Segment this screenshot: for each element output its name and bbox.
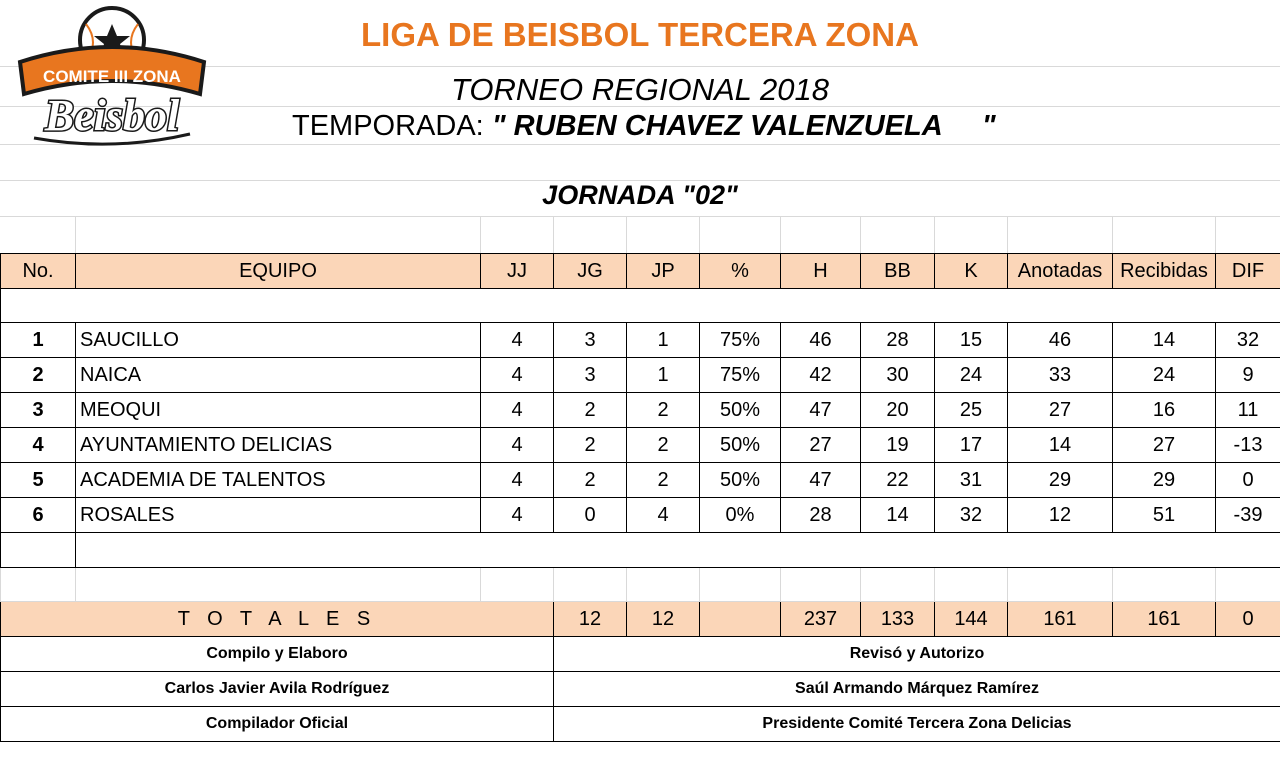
rank-cell: 6 [1,498,76,533]
table-cell [1113,568,1216,602]
standings-table [0,253,1280,742]
team-name-cell: MEOQUI [76,393,481,428]
pct-cell: 75% [700,358,781,393]
jg-cell: 0 [554,498,627,533]
h-cell: 42 [781,358,861,393]
k-cell: 25 [935,393,1008,428]
recibidas-cell: 24 [1113,358,1216,393]
table-row [1,323,1280,358]
signature-name-row [1,672,1280,707]
jg-cell: 3 [554,358,627,393]
k-cell: 32 [935,498,1008,533]
pct-cell: 50% [700,463,781,498]
h-cell: 28 [781,498,861,533]
anotadas-cell: 14 [1008,428,1113,463]
table-cell [1216,568,1280,602]
table-header-row [1,254,1280,289]
rank-cell: 1 [1,323,76,358]
signature-role-row [1,707,1280,742]
column-header: H [781,254,861,289]
table-row [1,498,1280,533]
table-cell [481,568,554,602]
column-header: JP [627,254,700,289]
compiler-name: Carlos Javier Avila Rodríguez [1,672,554,707]
recibidas-cell: 16 [1113,393,1216,428]
table-cell [700,568,781,602]
table-cell [781,568,861,602]
column-header: No. [1,254,76,289]
table-row [1,393,1280,428]
logo-script-text: Beisbol [44,91,180,140]
table-cell [1008,568,1113,602]
column-header: Recibidas [1113,254,1216,289]
spacer-row [1,289,1280,323]
table-cell [627,568,700,602]
empty-row [1,533,1280,568]
jg-cell: 2 [554,393,627,428]
dif-cell: 0 [1216,463,1280,498]
table-cell [700,602,781,637]
dif-cell: -13 [1216,428,1280,463]
reviewer-title: Revisó y Autorizo [554,637,1280,672]
h-cell: 47 [781,463,861,498]
recibidas-cell: 29 [1113,463,1216,498]
column-header: K [935,254,1008,289]
table-cell [935,568,1008,602]
dif-cell: 32 [1216,323,1280,358]
totals-jp: 12 [627,602,700,637]
table-cell [554,568,627,602]
team-name-cell: AYUNTAMIENTO DELICIAS [76,428,481,463]
season-label: TEMPORADA: [292,110,484,142]
k-cell: 24 [935,358,1008,393]
totals-dif: 0 [1216,602,1280,637]
recibidas-cell: 27 [1113,428,1216,463]
reviewer-name: Saúl Armando Márquez Ramírez [554,672,1280,707]
totals-anotadas: 161 [1008,602,1113,637]
jp-cell: 4 [627,498,700,533]
bb-cell: 19 [861,428,935,463]
season-line [292,110,996,143]
jp-cell: 1 [627,358,700,393]
dif-cell: -39 [1216,498,1280,533]
column-header: EQUIPO [76,254,481,289]
h-cell: 46 [781,323,861,358]
jg-cell: 3 [554,323,627,358]
spacer-row [1,568,1280,602]
jp-cell: 2 [627,463,700,498]
season-name: " RUBEN CHAVEZ VALENZUELA " [491,110,996,142]
table-row [1,428,1280,463]
team-name-cell: SAUCILLO [76,323,481,358]
bb-cell: 30 [861,358,935,393]
round-title: JORNADA "02" [542,180,738,210]
dif-cell: 9 [1216,358,1280,393]
league-title: LIGA DE BEISBOL TERCERA ZONA [361,16,919,53]
column-header: Anotadas [1008,254,1113,289]
column-header: DIF [1216,254,1280,289]
bb-cell: 20 [861,393,935,428]
rank-cell: 4 [1,428,76,463]
table-row [1,358,1280,393]
pct-cell: 75% [700,323,781,358]
rank-cell: 3 [1,393,76,428]
jj-cell: 4 [481,463,554,498]
team-name-cell: ACADEMIA DE TALENTOS [76,463,481,498]
table-cell [1,568,76,602]
team-name-cell: NAICA [76,358,481,393]
column-header: % [700,254,781,289]
jp-cell: 2 [627,393,700,428]
tournament-title: TORNEO REGIONAL 2018 [451,72,829,107]
jp-cell: 1 [627,323,700,358]
jg-cell: 2 [554,463,627,498]
table-cell [76,568,481,602]
column-header: BB [861,254,935,289]
totals-recibidas: 161 [1113,602,1216,637]
rank-cell: 2 [1,358,76,393]
pct-cell: 50% [700,428,781,463]
compiler-title: Compilo y Elaboro [1,637,554,672]
anotadas-cell: 27 [1008,393,1113,428]
column-header: JG [554,254,627,289]
h-cell: 47 [781,393,861,428]
signature-title-row [1,637,1280,672]
anotadas-cell: 33 [1008,358,1113,393]
pct-cell: 50% [700,393,781,428]
team-name-cell: ROSALES [76,498,481,533]
jj-cell: 4 [481,393,554,428]
table-cell [76,533,1280,568]
table-cell [861,568,935,602]
totals-k: 144 [935,602,1008,637]
k-cell: 15 [935,323,1008,358]
totals-label: T O T A L E S [1,602,554,637]
totals-bb: 133 [861,602,935,637]
logo-top-text: COMITE III ZONA [43,67,181,86]
bb-cell: 14 [861,498,935,533]
bb-cell: 28 [861,323,935,358]
dif-cell: 11 [1216,393,1280,428]
table-cell [1,533,76,568]
k-cell: 31 [935,463,1008,498]
jj-cell: 4 [481,358,554,393]
bb-cell: 22 [861,463,935,498]
jj-cell: 4 [481,498,554,533]
totals-h: 237 [781,602,861,637]
anotadas-cell: 46 [1008,323,1113,358]
jp-cell: 2 [627,428,700,463]
anotadas-cell: 29 [1008,463,1113,498]
recibidas-cell: 51 [1113,498,1216,533]
table-cell [1,289,1280,323]
totals-row [1,602,1280,637]
rank-cell: 5 [1,463,76,498]
compiler-role: Compilador Oficial [1,707,554,742]
jj-cell: 4 [481,428,554,463]
jj-cell: 4 [481,323,554,358]
h-cell: 27 [781,428,861,463]
table-row [1,463,1280,498]
recibidas-cell: 14 [1113,323,1216,358]
anotadas-cell: 12 [1008,498,1113,533]
reviewer-role: Presidente Comité Tercera Zona Delicias [554,707,1280,742]
jg-cell: 2 [554,428,627,463]
k-cell: 17 [935,428,1008,463]
totals-jg: 12 [554,602,627,637]
column-header: JJ [481,254,554,289]
pct-cell: 0% [700,498,781,533]
